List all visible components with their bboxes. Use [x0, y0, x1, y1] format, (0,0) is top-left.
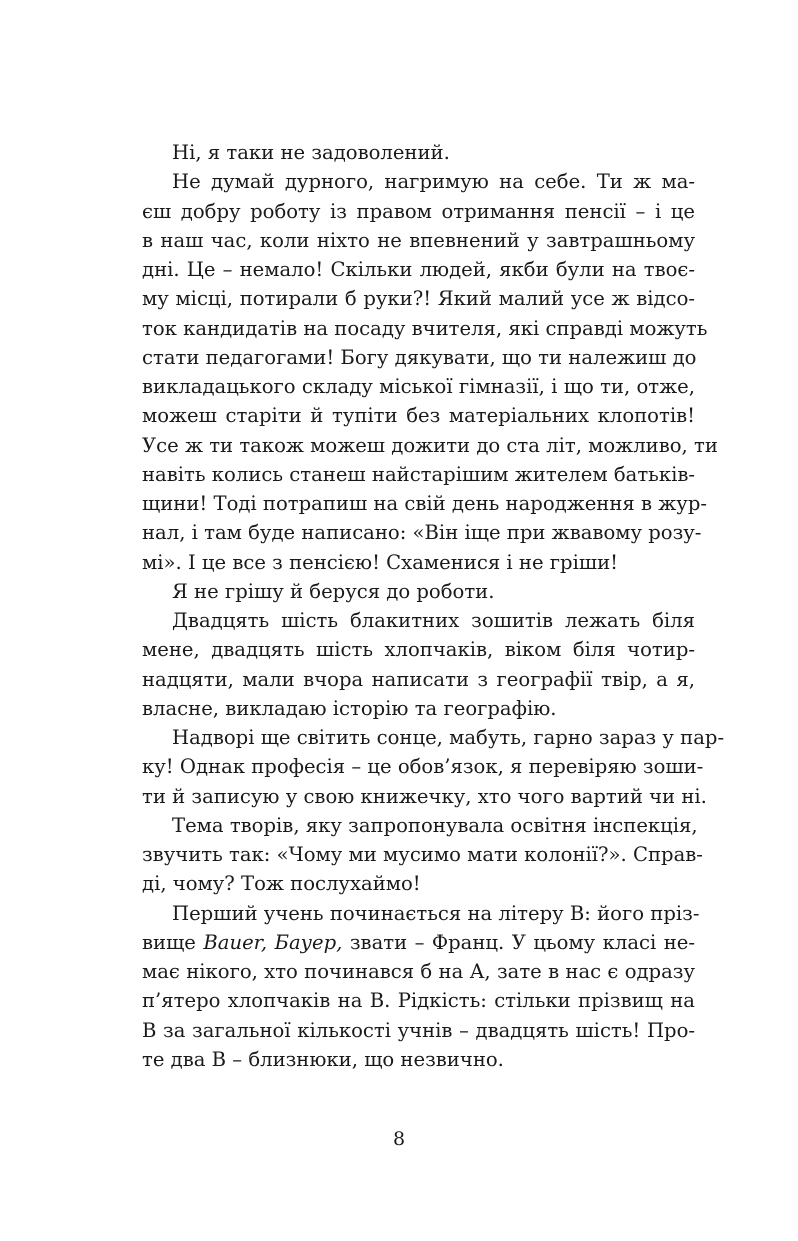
- text-line: ти й записую у свою книжечку, хто чого вартий чи ні.: [142, 784, 707, 808]
- text-line: Ні, я таки не задоволений.: [172, 141, 450, 164]
- body-text: [142, 138, 725, 1074]
- text-line: дні. Це – немало! Скільки людей, якби були на твоє-: [142, 258, 695, 281]
- text-line: навіть колись станеш найстарішим жителем батьків-: [142, 462, 695, 486]
- text-line: п’ятеро хлопчаків на В. Рідкість: стільки прізвищ на: [142, 989, 695, 1013]
- text-line: му місці, потирали б руки?! Який малий усе ж відсо-: [142, 287, 695, 311]
- text-line: ку! Однак професія – це обов’язок, я перевіряю зоши-: [142, 755, 704, 779]
- text-fragment: вище: [142, 930, 204, 954]
- text-line: має нікого, хто починався б на А, зате в нас є одразу: [142, 960, 695, 983]
- text-line: те два В – близнюки, що незвично.: [142, 1047, 504, 1071]
- text-line: Двадцять шість блакитних зошитів лежать біля: [172, 609, 695, 632]
- text-fragment: звати – Франц. У цьому класі не-: [342, 930, 695, 954]
- text-line: в наш час, коли ніхто не впевнений у завтрашньому: [142, 228, 695, 252]
- text-line: ді, чому? Тож послухаймо!: [142, 872, 421, 896]
- text-line: щини! Тоді потрапиш на свій день народження в жур-: [142, 492, 707, 515]
- text-line: Надворі ще світить сонце, мабуть, гарно зараз у пар-: [172, 726, 725, 749]
- text-line: звучить так: «Чому ми мусимо мати колонії?». Справ-: [142, 843, 703, 866]
- text-line: єш добру роботу із правом отримання пенсії – і це: [142, 199, 695, 223]
- text-line: Усе ж ти також можеш дожити до ста літ, можливо, ти: [142, 433, 718, 457]
- text-line: Не думай дурного, нагримую на себе. Ти ж ма-: [172, 170, 695, 194]
- italic-name: Bauer, Бауер,: [203, 930, 343, 954]
- text-line: мене, двадцять шість хлопчаків, віком біля чотир-: [142, 638, 695, 662]
- text-line: можеш старіти й тупіти без матеріальних клопотів!: [142, 404, 695, 428]
- text-line: стати педагогами! Богу дякувати, що ти належиш до: [142, 345, 697, 369]
- text-line: ток кандидатів на посаду вчителя, які справді можуть: [142, 316, 708, 340]
- page-number: 8: [392, 1128, 406, 1150]
- text-line: власне, викладаю історію та географію.: [142, 696, 557, 720]
- text-line: Я не грішу й беруся до роботи.: [172, 579, 495, 603]
- text-line: мі». І це все з пенсією! Схаменися і не гріши!: [142, 550, 619, 574]
- text-line: нал, і там буде написано: «Він іще при жвавому розу-: [142, 521, 702, 545]
- text-line: В за загальної кількості учнів – двадцять шість! Про-: [142, 1018, 695, 1042]
- text-line: Перший учень починається на літеру В: його пріз-: [172, 901, 700, 925]
- text-line-with-italic: [142, 928, 695, 957]
- text-line: Тема творів, яку запропонувала освітня інспекція,: [172, 813, 698, 837]
- text-line: викладацького складу міської гімназії, і що ти, отже,: [142, 375, 695, 398]
- text-line: надцяти, мали вчора написати з географії твір, а я,: [142, 667, 695, 691]
